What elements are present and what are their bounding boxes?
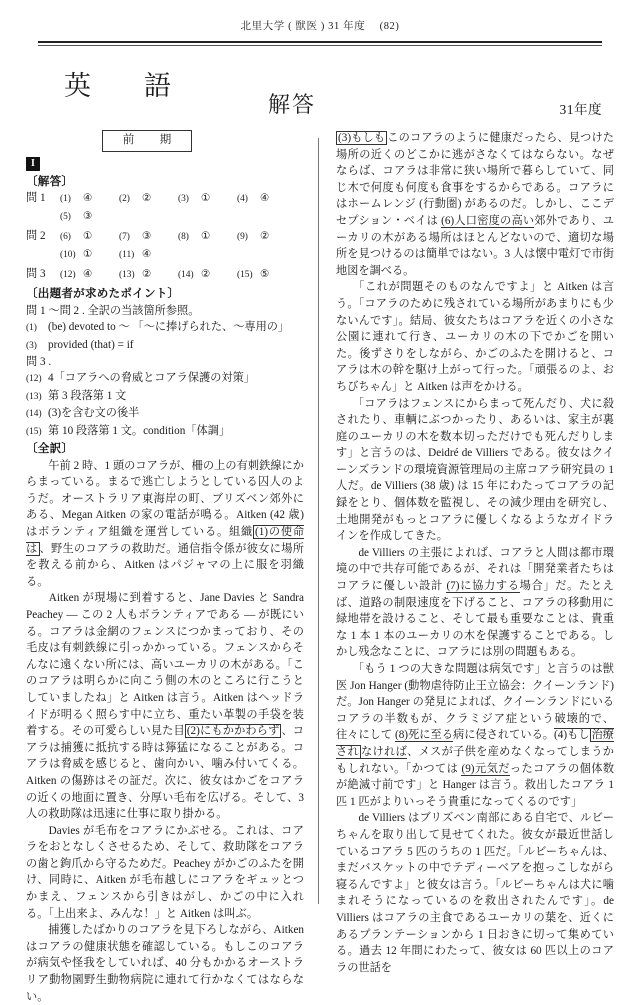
point-number: (15) bbox=[26, 426, 42, 437]
answer-row bbox=[26, 208, 304, 226]
points-container bbox=[26, 303, 304, 440]
point-line bbox=[26, 337, 304, 354]
paragraph-text: Aitken が現場に到着すると、Jane Davies と Sandra Peachey ― この 2 人もボランティアである ― が既にいる。コアラは金網のフェンスにつかまっており、その毛皮は有刺鉄線に引っかかっている。フェンスからそんなに遠くない所には、高いユーカリの木がある。「このコアラは明らかに向こう側の木のところに行こうとしていましたね」と Aitken は言う。Aitken はヘッドライドが明るく照らす中に立ち、重たい革製の手袋を装着する。その可愛らしい見た目 bbox=[26, 592, 304, 738]
running-head: 北里大学 ( 獣医 ) 31 年度 (82) bbox=[240, 21, 400, 32]
point-text: (be) devoted to ～ 「～に捧げられた、～専用の」 bbox=[48, 321, 290, 334]
answer-block bbox=[26, 266, 304, 284]
answer-choice: ① bbox=[201, 192, 211, 205]
answer-cell bbox=[60, 208, 119, 226]
answer-group-label: 問 2 bbox=[26, 230, 46, 243]
point-number: (1) bbox=[26, 323, 37, 334]
translation-paragraph bbox=[26, 823, 304, 923]
left-column bbox=[26, 130, 304, 1005]
answer-cell bbox=[237, 228, 296, 246]
answer-cell bbox=[178, 266, 237, 284]
point-line bbox=[26, 354, 304, 370]
translation-section-heading: 〔全訳〕 bbox=[26, 442, 74, 456]
answer-row bbox=[26, 246, 304, 264]
paragraph-text: 「コアラはフェンスにからまって死んだり、犬に殺されたり、車輌にぶつかったり、あるいは、家主が裏庭のユーカリの木を数本切っただけでも死んだりします」と言うのは、Deidré de Villiers である。彼女はクイーンズランドの環境資源管理局の主席コアラ研究員の 1 人だ。de Villiers (38 歳) は 15 年にわたってコアラの記録をとり、個体数を監視し、その減少理由を研究し、土地開発がもっとコアラに優しくなるようなガイドラインを作成してきた。 bbox=[336, 397, 614, 543]
question-number: (7) bbox=[119, 232, 130, 243]
question-number: (4) bbox=[237, 194, 248, 205]
column-divider bbox=[318, 138, 319, 904]
paragraph-text: 捕獲したばかりのコアラを見下ろしながら、Aitken はコアラの健康状態を確認している。もしこのコアラが病気や怪我をしていれば、40 分もかかるオーストラリア動物園野生動物病院に連れて行かなくてはならない。 bbox=[26, 924, 304, 1003]
answer-cell bbox=[60, 190, 119, 208]
answer-cell bbox=[119, 266, 178, 284]
underlined-phrase: (7)に協力する bbox=[446, 580, 520, 593]
boxed-phrase: (2)にもかかわらず bbox=[186, 725, 280, 738]
boxed-phrase: (1)の使命は bbox=[26, 526, 305, 555]
answer-choice: ③ bbox=[142, 230, 152, 243]
question-number: (15) bbox=[237, 270, 253, 281]
paragraph-text: de Villiers はブリズベン南部にある自宅で、ルビーちゃんを取り出して見せてくれた。彼女が最近世話しているコアラ 5 匹のうちの 1 匹だ。「ルビーちゃんは、まだバスケットの中でテディーベアを抱っこしながら寝るんですよ」と彼女は言う。「ルビーちゃんは犬に噛まれそうになっているのを救出されたんです」。de Villiers はコアラの主食であるユーカリの葉を、近くにあるプランテーションから 1 日おきに切って集めている。過去 12 年間にわたって、彼女は 60 匹以上のコアラの世話を bbox=[336, 812, 614, 974]
answer-cell bbox=[119, 190, 178, 208]
overlined-phrase: (4)もし bbox=[554, 729, 590, 742]
paragraph-text: 、野生のコアラの救助だ。通信指令係が彼女に場所を教える前から、Aitken はパジャマの上に服を羽織る。 bbox=[26, 542, 304, 588]
translation-paragraph bbox=[336, 661, 614, 810]
question-number: (9) bbox=[237, 232, 248, 243]
term-badge: 前 期 bbox=[102, 130, 193, 152]
answer-choice: ① bbox=[83, 248, 93, 261]
paragraph-text: 「これが問題そのものなんですよ」と Aitken は言う。「コアラのために残されている場所があまりにも少ないんです」。結局、彼女たちはコアラを近くの小さな公園に連れて行き、ユーカリの木の下でかごを開いた。後ずさりをしながら、かごのふたを開けると、コアラは木の幹を駆け上がって行った。「頑張るのよ、おちびちゃん」と Aitken は声をかける。 bbox=[336, 281, 614, 393]
left-translation-body bbox=[26, 458, 304, 1005]
point-line bbox=[26, 303, 304, 319]
paragraph-text: 、コアラは捕獲に抵抗する時は獰猛になることがある。コアラは脅威を感じると、歯向かい、噛み付いてくる。Aitken の傷跡はその証だ。次に、彼女はかごをコアラの近くの地面に置き、分厚い毛布を広げる。そして、3 人の救助隊は迅速に仕事に取り掛かる。 bbox=[26, 725, 304, 821]
point-text: 4「コアラへの脅威とコアラ保護の対策」 bbox=[48, 372, 255, 385]
paragraph-text: Davies が毛布をコアラにかぶせる。これは、コアラをおとなしくさせるため、そして、救助隊をコアラの歯と鉤爪から守るためだ。Peachey がかごのふたを開け、同時に、Aitken が毛布越しにコアラをギュッとつかまえ、フェンスから引きはがし、かごの中に入れる。「上出来よ、みんな！」と Aitken は叫ぶ。 bbox=[26, 824, 304, 920]
answer-row bbox=[26, 190, 304, 208]
translation-paragraph bbox=[26, 922, 304, 1005]
answer-block bbox=[26, 228, 304, 264]
answer-section-heading: 〔解答〕 bbox=[26, 174, 74, 188]
answers-container bbox=[26, 190, 304, 284]
paragraph-text: 場合」だ。たとえば、道路の制限速度を下げること、コアラの移動用に緑地帯を設けること、そして最も重要なことは、貴重な 1 本 1 本のユーカリの木を保護することである。しかし残念なことに、コアラには別の問題もある。 bbox=[336, 580, 614, 659]
paragraph-text: de Villiers の主張によれば、コアラと人間は都市環境の中で共存可能であるが、それは「開発業者たちはコアラに優しい設計 bbox=[336, 546, 614, 593]
answer-choice: ④ bbox=[142, 248, 152, 261]
page-title: 英 語 bbox=[64, 70, 184, 102]
point-text: 問 1 ～問 2 . 全訳の当該箇所参照。 bbox=[26, 304, 200, 317]
translation-paragraph bbox=[336, 396, 614, 545]
point-number: (3) bbox=[26, 340, 37, 351]
answer-cell bbox=[60, 266, 119, 284]
point-text: 第 3 段落第 1 文 bbox=[48, 389, 127, 402]
answer-group-label: 問 3 bbox=[26, 268, 46, 281]
translation-paragraph bbox=[26, 458, 304, 591]
answer-cell bbox=[237, 190, 296, 208]
answer-row bbox=[26, 228, 304, 246]
question-number: (1) bbox=[60, 194, 71, 205]
answer-choice: ⑤ bbox=[260, 268, 270, 281]
paragraph-text: 郊外であり、ユーカリの木がある場所はほとんどないので、適切な場所を見つけるのは簡単ではない。3 人は懐中電灯で市街地図を調べる。 bbox=[336, 214, 614, 277]
question-number: (3) bbox=[178, 194, 189, 205]
paragraph-text: 、メスが子供を産めなくなってしまうかもしれない。「かつては bbox=[336, 745, 614, 775]
answer-choice: ④ bbox=[83, 192, 93, 205]
point-text: provided (that) = if bbox=[48, 338, 134, 351]
translation-paragraph bbox=[336, 810, 614, 976]
section-number-row bbox=[26, 156, 304, 173]
point-text: 第 10 段落第 1 文。condition「体調」 bbox=[48, 424, 231, 437]
paragraph-text: このコアラのように健康だったら、見つけた場所の近くのどこかに逃がさなくてはならない。なぜならば、コアラは非常に狭い場所で暮らしていて、同じ木で何度も何度も食事をするからである。コアラにはホームレンジ (行動圏) があるのだ。しかし、ここデセプション・ベイは bbox=[336, 132, 614, 227]
question-number: (12) bbox=[60, 270, 76, 281]
answer-choice: ② bbox=[201, 268, 211, 281]
answer-cell bbox=[119, 246, 178, 264]
translation-paragraph bbox=[336, 279, 614, 395]
point-number: (14) bbox=[26, 409, 42, 420]
point-number: (12) bbox=[26, 374, 42, 385]
answer-cell bbox=[237, 266, 296, 284]
translation-paragraph bbox=[336, 545, 614, 661]
question-number: (10) bbox=[60, 250, 76, 261]
document-type-label: 解答 bbox=[268, 92, 317, 118]
answer-choice: ③ bbox=[83, 210, 93, 223]
answer-cell bbox=[60, 246, 119, 264]
answer-cell bbox=[119, 228, 178, 246]
question-number: (2) bbox=[119, 194, 130, 205]
question-number: (8) bbox=[178, 232, 189, 243]
point-line bbox=[26, 423, 304, 440]
term-badge-wrapper bbox=[26, 130, 304, 152]
underlined-phrase: (9)元気だ bbox=[461, 762, 510, 775]
point-line bbox=[26, 319, 304, 336]
answer-group-label: 問 1 bbox=[26, 192, 46, 205]
right-column bbox=[336, 130, 614, 976]
boxed-phrase: (3)もしも bbox=[338, 132, 386, 144]
question-number: (11) bbox=[119, 250, 135, 261]
year-label: 31年度 bbox=[559, 101, 602, 117]
answer-choice: ② bbox=[142, 192, 152, 205]
point-text: 問 3 . bbox=[26, 356, 52, 368]
answer-choice: ② bbox=[260, 230, 270, 243]
answer-row bbox=[26, 266, 304, 284]
underlined-phrase: (8)死に至る bbox=[394, 729, 453, 742]
paragraph-text: ったコアラの個体数が絶滅寸前です」と Hanger は言う。救出したコアラ 1 匹 1 匹がよりいっそう貴重になってくるのです」 bbox=[336, 762, 615, 808]
two-column-body bbox=[0, 130, 640, 1003]
answer-choice: ① bbox=[201, 230, 211, 243]
answer-block bbox=[26, 190, 304, 226]
point-line bbox=[26, 370, 304, 387]
right-translation-body bbox=[336, 130, 614, 976]
answer-choice: ① bbox=[83, 230, 93, 243]
underlined-phrase: なければ bbox=[361, 745, 408, 758]
translation-paragraph bbox=[336, 130, 614, 279]
point-number: (13) bbox=[26, 391, 42, 402]
question-number: (13) bbox=[119, 270, 135, 281]
underlined-phrase: (6)人口密度の高い bbox=[441, 214, 535, 227]
translation-paragraph bbox=[26, 590, 304, 822]
answer-cell bbox=[178, 228, 237, 246]
point-line bbox=[26, 405, 304, 422]
answer-choice: ④ bbox=[260, 192, 270, 205]
points-section-heading: 〔出題者が求めたポイント〕 bbox=[26, 287, 180, 301]
answer-cell bbox=[178, 190, 237, 208]
section-number-badge: I bbox=[26, 157, 40, 171]
answer-cell bbox=[60, 228, 119, 246]
point-line bbox=[26, 388, 304, 405]
paragraph-text: 「もう 1 つの大きな問題は病気です」と言うのは獣医 Jon Hanger (動物虐待防止王立協会：クイーンランド) だ。Jon Hanger の発見によれば、クイーンランドにいるコアラの半数もが、クラミジア症という破壊的で、往々にして bbox=[336, 663, 614, 742]
paragraph-text: 病に侵されている。 bbox=[452, 729, 555, 742]
title-block bbox=[0, 46, 640, 132]
question-number: (14) bbox=[178, 270, 194, 281]
paragraph-text: 午前 2 時、1 頭のコアラが、柵の上の有刺鉄線にからまっている。まるで逃亡しようとしている囚人のようだ。オーストラリア東海岸の町、ブリズベン郊外にある、Megan Aitken の家の電話が鳴る。Aitken (42 歳) はボランティア組織を運営している。組織 bbox=[26, 459, 304, 538]
question-number: (5) bbox=[60, 212, 71, 223]
point-text: (3)を含む文の後半 bbox=[48, 407, 140, 420]
boxed-phrase: 治療され bbox=[336, 729, 614, 758]
question-number: (6) bbox=[60, 232, 71, 243]
answer-choice: ④ bbox=[83, 268, 93, 281]
answer-choice: ② bbox=[142, 268, 152, 281]
